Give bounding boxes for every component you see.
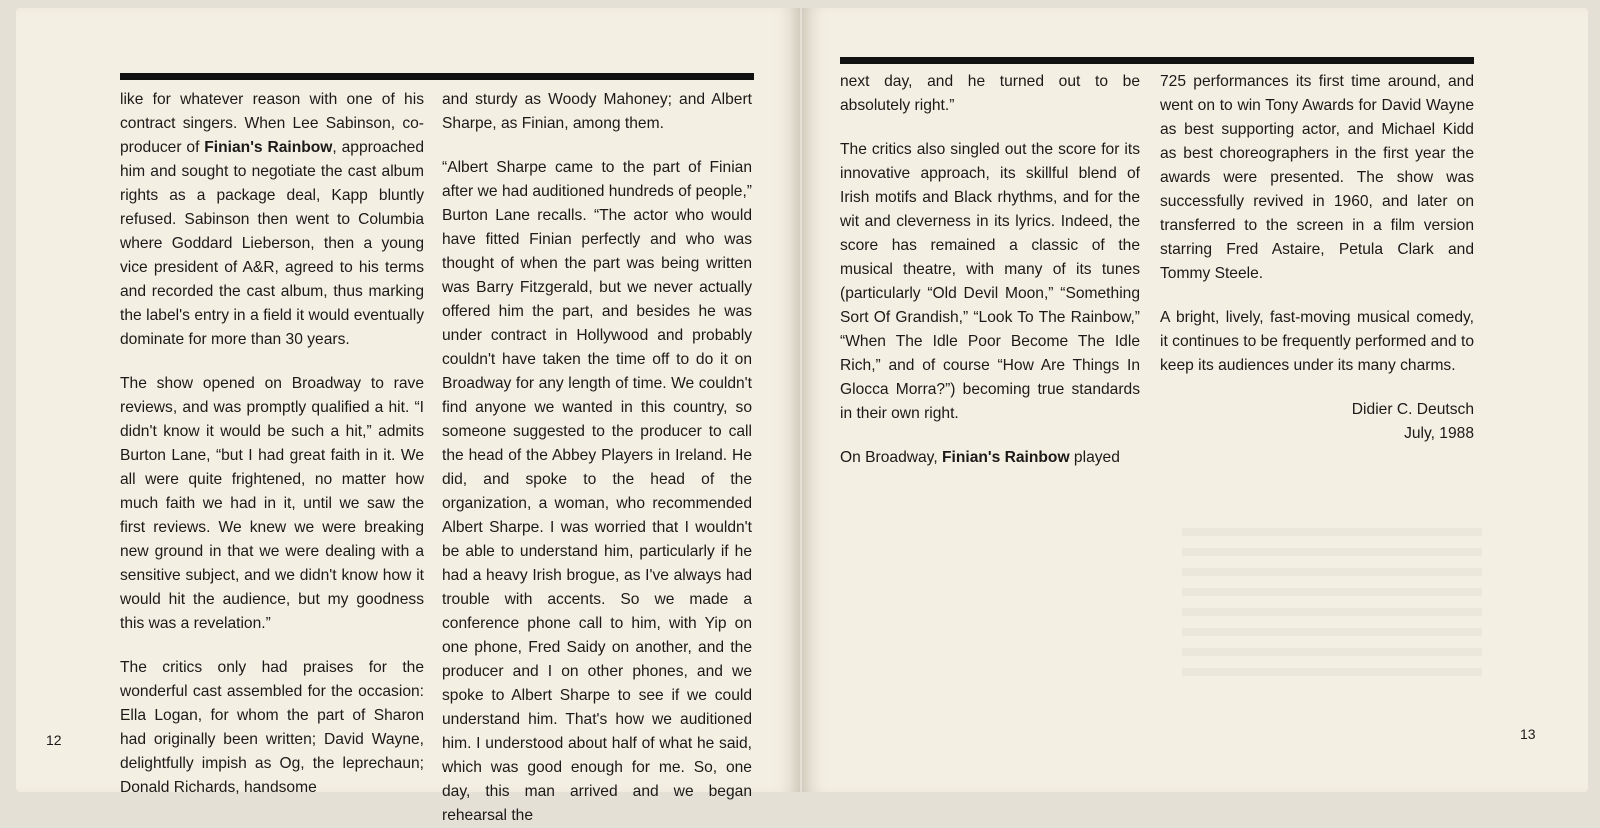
paragraph: A bright, lively, fast-moving musical comedy, it continues to be frequently performed and to keep its audiences under its many charms. [1160,309,1474,374]
right-page [802,8,1588,792]
page-number: 12 [46,732,62,748]
paragraph: The critics only had praises for the wonderful cast assembled for the occasion: Ella Logan, for whom the part of Sharon had originally been written; David Wayne, delightfully impish as Og, the leprechaun; Donald Richards, handsome [120,659,424,796]
header-rule [120,73,754,80]
left-column-2 [442,88,752,828]
paragraph: and sturdy as Woody Mahoney; and Albert Sharpe, as Finian, among them. [442,91,752,132]
paragraph: 725 performances its first time around, and went on to win Tony Awards for David Wayne as best supporting actor, and Michael Kidd as best choreographers in the first year the awards were presented. The show was successfully revived in 1960, and later on transferred to the screen in a film version starring Fred Astaire, Petula Clark and Tommy Steele. [1160,73,1474,282]
show-title: Finian's Rainbow [204,139,333,156]
right-column-2 [1160,70,1474,446]
paragraph: next day, and he turned out to be absolutely right.” [840,73,1140,114]
right-column-1 [840,70,1140,470]
header-rule [840,57,1474,64]
paragraph: “Albert Sharpe came to the part of Finian after we had auditioned hundreds of people,” Burton Lane recalls. “The actor who would have fitted Finian perfectly and who was thought of when the part was being written was Barry Fitzgerald, but we never actually offered him the part, and besides he was under contract in Hollywood and probably couldn't have taken the time off to do it on Broadway for any length of time. We couldn't find anyone we wanted in this country, so someone suggested to the producer to call the head of the Abbey Players in Ireland. He did, and spoke to the head of the organization, a woman, who recommended Albert Sharpe. I was worried that I wouldn't be able to understand him, particularly if he had a heavy Irish brogue, as I've always had trouble with accents. So we made a conference phone call to him, with Yip on one phone, Fred Saidy on another, and the producer and I on other phones, and we spoke to Albert Sharpe to see if we could understand him. That's how we auditioned him. I understood about half of what he said, which was good enough for me. So, one day, this man arrived and we began rehearsal the [442,159,752,824]
signature-block [1160,398,1474,446]
page-number: 13 [1520,726,1536,742]
left-page [16,8,800,824]
left-column-1 [120,88,424,800]
paragraph: like for whatever reason with one of his contract singers. When Lee Sabinson, co-producer of Finian's Rainbow, approached him and sought to negotiate the cast album rights as a package deal, Kapp bluntly refused. Sabinson then went to Columbia where Goddard Lieberson, then a young vice president of A&R, agreed to his terms and recorded the cast album, thus marking the label's entry in a field it would eventually dominate for more than 30 years. [120,91,424,348]
author-name: Didier C. Deutsch [1351,401,1474,418]
signature-date: July, 1988 [1404,425,1474,442]
paragraph: On Broadway, Finian's Rainbow played [840,449,1120,466]
show-title: Finian's Rainbow [941,449,1070,466]
show-through-texture [1182,528,1482,678]
paragraph: The show opened on Broadway to rave reviews, and was promptly qualified a hit. “I didn't know it would be such a hit,” admits Burton Lane, “but I had great faith in it. We all were quite frightened, no matter how much faith we had in it, until we saw the first reviews. We knew we were breaking new ground in that we were dealing with a sensitive subject, and we didn't know how it would hit the audience, but my goodness this was a revelation.” [120,375,424,632]
paragraph: The critics also singled out the score for its innovative approach, its skillful blend of Irish motifs and Black rhythms, and for the wit and cleverness in its lyrics. Indeed, the score has remained a classic of the musical theatre, with many of its tunes (particularly “Old Devil Moon,” “Something Sort Of Grandish,” “Look To The Rainbow,” “When The Idle Poor Become The Idle Rich,” and of course “How Are Things In Glocca Morra?”) becoming true standards in their own right. [840,141,1140,422]
